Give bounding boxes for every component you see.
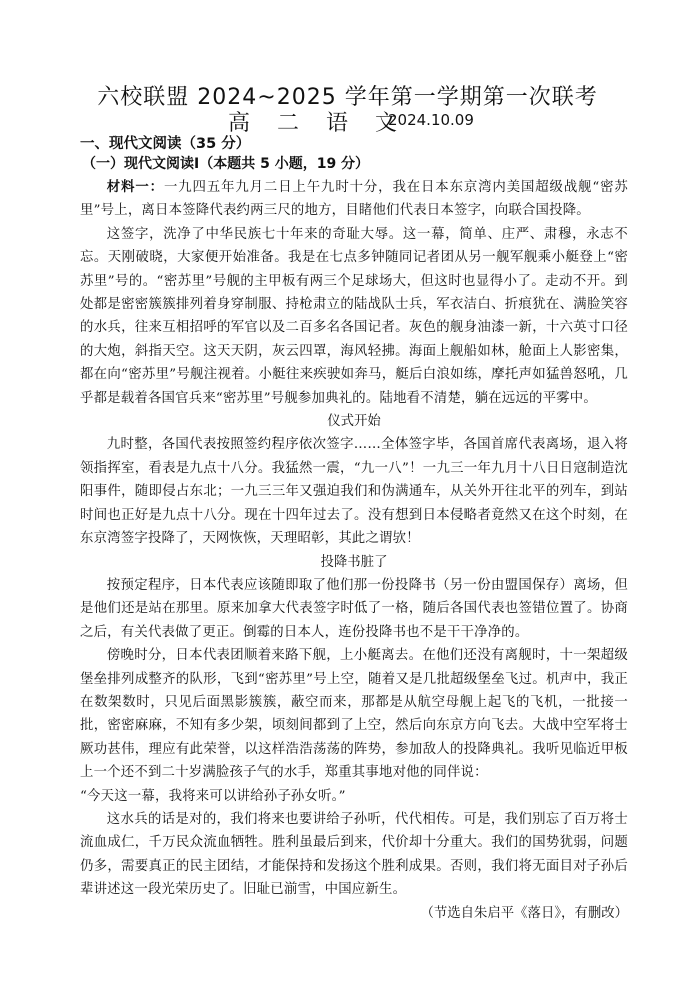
material-label: 材料一： [106,179,164,195]
subheading-ceremony: 仪式开始 [327,414,381,430]
subheading-document: 投降书脏了 [320,554,388,570]
section-heading: 一、现代文阅读（35 分） [80,136,251,152]
paragraph-1 [80,176,628,223]
paragraph-2: 这签字，洗净了中华民族七十年来的奇耻大辱。这一幕，简单、庄严、肃穆，永志不忘。天刚破晓，大家便开始准备。我是在七点多钟随同记者团从另一舰军舰乘小艇登上“密苏里”号的。“密苏里”号舰的主甲板有两三个足球场大，但这时也显得小了。走动不开。到处都是密密簇簇排列着身穿制服、持枪肃立的陆战队士兵，军衣洁白、折痕犹在、满脸笑容的水兵，往来互相招呼的军官以及二百多名各国记者。灰色的舰身油漆一新，十六英寸口径的大炮，斜指天空。这天天阴，灰云四罩，海风轻拂。海面上舰船如林，舱面上人影密集，都在向“密苏里”号舰注视着。小艇往来疾驶如奔马，艇后白浪如练，摩托声如猛兽怒吼，几乎都是载着各国官兵来“密苏里”号舰参加典礼的。陆地看不清楚，躺在远远的平雾中。 [80,226,628,406]
paragraph-5: 傍晚时分，日本代表团顺着来路下舰，上小艇离去。在他们还没有离舰时，十一架超级堡垒排列成整齐的队形，飞到“密苏里”号上空，随着又是几批超级堡垒飞过。机声中，我正在数架数时，只见后面黑影簇簇，蔽空而来，那都是从航空母舰上起飞的飞机，一批接一批，密密麻麻，不知有多少架，顷刻间都到了上空，然后向东京方向飞去。大战中空军将士厥功甚伟，理应有此荣誉，以这样浩浩荡荡的阵势，参加敌人的投降典礼。我听见临近甲板上一个还不到二十岁满脸孩子气的水手，郑重其事地对他的同伴说： [80,648,628,781]
source-citation: （节选自朱启平《落日》，有删改） [420,905,628,921]
paragraph-1-text: 一九四五年九月二日上午九时十分，我在日本东京湾内美国超级战舰“密苏里”号上，离日本签降代表约两三尺的地方，目睹他们代表日本签字，向联合国投降。 [80,180,628,219]
paragraph-4: 按预定程序，日本代表应该随即取了他们那一份投降书（另一份由盟国保存）离场，但是他们还是站在那里。原来加拿大代表签字时低了一格，随后各国代表也签错位置了。协商之后，有关代表做了更正。倒霉的日本人，连份投降书也不是干干净净的。 [80,577,628,640]
exam-title: 六校联盟 2024~2025 学年第一学期第一次联考 [97,85,598,110]
paragraph-3: 九时整，各国代表按照签约程序依次签字……全体签字毕，各国首席代表离场，退入将领指挥室，看表是九点十八分。我猛然一震，“九一八”！一九三一年九月十八日日寇制造沈阳事件，随即侵占东北；一九三三年又强迫我们和伪满通车，从关外开往北平的列车，到站时间也正好是九点十八分。现在十四年过去了。没有想到日本侵略者竟然又在这个时刻，在东京湾签字投降了，天网恢恢，天理昭彰，其此之谓欤！ [80,437,628,547]
quote-line: “今天这一幕，我将来可以讲给孙子孙女听。” [80,788,346,804]
article-body [80,176,628,925]
paragraph-6: 这水兵的话是对的，我们将来也要讲给子孙听，代代相传。可是，我们别忘了百万将士流血成仁，千万民众流血牺牲。胜利虽最后到来，代价却十分重大。我们的国势犹弱，问题仍多，需要真正的民主团结，才能保持和发扬这个胜利成果。否则，我们将无面目对子孙后辈讲述这一段光荣历史了。旧耻已湔雪，中国应新生。 [80,811,628,898]
subject-row [0,106,695,136]
subject-label: 高 二 语 文 [228,111,407,136]
exam-date: 2024.10.09 [388,111,474,129]
subsection-heading: （一）现代文阅读Ⅰ（本题共 5 小题，19 分） [82,156,370,172]
